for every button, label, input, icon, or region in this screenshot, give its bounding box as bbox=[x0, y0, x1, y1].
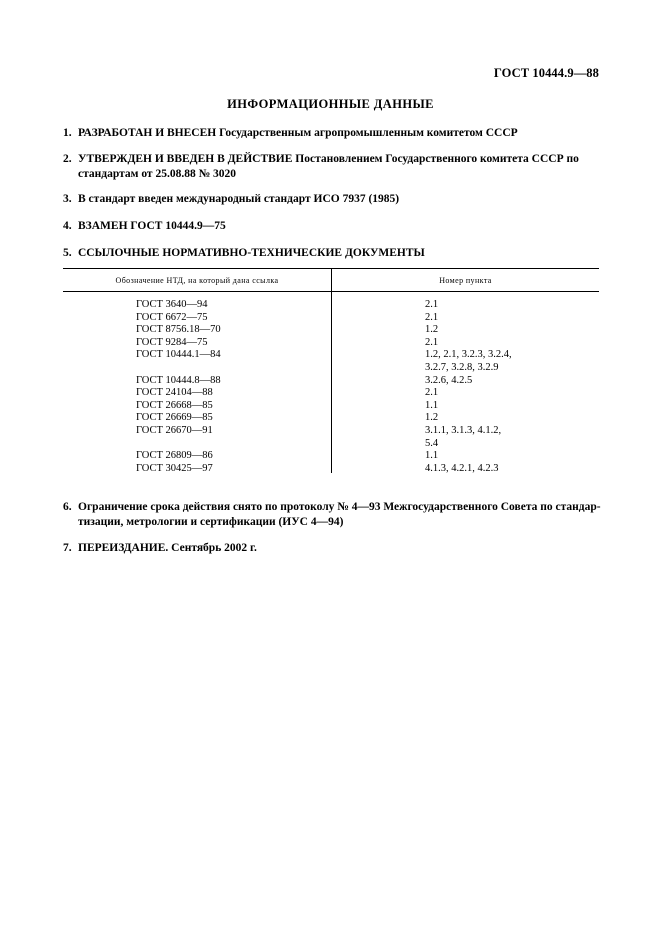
item-text: РАЗРАБОТАН И ВНЕСЕН Государственным агропромышленным комитетом СССР bbox=[78, 127, 518, 139]
table-row bbox=[0, 425, 661, 450]
info-item-1 bbox=[63, 126, 603, 141]
ref-clauses: 2.1 bbox=[425, 336, 439, 348]
ref-document: ГОСТ 10444.8—88 bbox=[136, 374, 221, 386]
info-item-2 bbox=[63, 152, 603, 182]
ref-document: ГОСТ 30425—97 bbox=[136, 462, 213, 474]
page-title: ИНФОРМАЦИОННЫЕ ДАННЫЕ bbox=[227, 97, 434, 111]
table-row bbox=[0, 324, 661, 337]
item-text-continuation: стандартам от 25.08.88 № 3020 bbox=[78, 168, 237, 180]
info-item-7 bbox=[63, 541, 603, 556]
item-text: Ограничение срока действия снято по протоколу № 4—93 Межгосударственного Совета по стандар- bbox=[78, 501, 601, 513]
ref-clauses: 1.1 bbox=[425, 450, 439, 462]
ref-clauses: 3.2.6, 4.2.5 bbox=[425, 374, 473, 386]
ref-document: ГОСТ 9284—75 bbox=[136, 336, 208, 348]
item-text-continuation: тизации, метрологии и сертификации (ИУС 4—94) bbox=[78, 516, 344, 528]
table-row bbox=[0, 337, 661, 350]
ref-document: ГОСТ 26809—86 bbox=[136, 450, 213, 462]
table-row bbox=[0, 349, 661, 374]
ref-document: ГОСТ 3640—94 bbox=[136, 299, 208, 310]
ref-clauses: 2.1 bbox=[425, 387, 439, 399]
ref-clauses: 3.1.1, 3.1.3, 4.1.2, 5.4 bbox=[425, 424, 502, 449]
ref-clauses: 1.2 bbox=[425, 324, 439, 336]
table-header-document: Обозначение НТД, на который дана ссылка bbox=[115, 276, 279, 285]
ref-clauses: 1.2, 2.1, 3.2.3, 3.2.4, 3.2.7, 3.2.8, 3.2.9 bbox=[425, 349, 512, 373]
reference-table-body bbox=[0, 299, 661, 475]
ref-document: ГОСТ 10444.1—84 bbox=[136, 349, 221, 361]
item-number: 1. bbox=[63, 127, 72, 139]
ref-document: ГОСТ 26668—85 bbox=[136, 399, 213, 411]
document-code: ГОСТ 10444.9—88 bbox=[493, 66, 599, 80]
item-number: 2. bbox=[63, 153, 72, 165]
ref-clauses: 1.2 bbox=[425, 412, 439, 424]
ref-document: ГОСТ 6672—75 bbox=[136, 311, 208, 323]
info-item-3 bbox=[63, 192, 603, 207]
ref-document: ГОСТ 26670—91 bbox=[136, 424, 213, 436]
table-header-clause: Номер пункта bbox=[439, 276, 492, 285]
ref-document: ГОСТ 24104—88 bbox=[136, 387, 213, 399]
item-number: 4. bbox=[63, 220, 72, 232]
table-row bbox=[0, 463, 661, 476]
item-number: 5. bbox=[63, 247, 72, 259]
info-item-6 bbox=[63, 500, 603, 530]
item-text: ВЗАМЕН ГОСТ 10444.9—75 bbox=[78, 220, 226, 232]
ref-clauses: 4.1.3, 4.2.1, 4.2.3 bbox=[425, 462, 499, 474]
item-number: 3. bbox=[63, 193, 72, 205]
item-number: 6. bbox=[63, 501, 72, 513]
item-text: В стандарт введен международный стандарт ИСО 7937 (1985) bbox=[78, 193, 400, 205]
ref-document: ГОСТ 26669—85 bbox=[136, 412, 213, 424]
table-row bbox=[0, 299, 661, 312]
table-row bbox=[0, 450, 661, 463]
info-item-4 bbox=[63, 219, 603, 234]
ref-clauses: 2.1 bbox=[425, 311, 439, 323]
table-row bbox=[0, 375, 661, 388]
table-row bbox=[0, 387, 661, 400]
ref-document: ГОСТ 8756.18—70 bbox=[136, 324, 221, 336]
table-row bbox=[0, 400, 661, 413]
item-text: ПЕРЕИЗДАНИЕ. Сентябрь 2002 г. bbox=[78, 542, 257, 554]
item-text: ССЫЛОЧНЫЕ НОРМАТИВНО-ТЕХНИЧЕСКИЕ ДОКУМЕНТЫ bbox=[78, 247, 425, 259]
ref-clauses: 1.1 bbox=[425, 399, 439, 411]
table-row bbox=[0, 412, 661, 425]
ref-clauses: 2.1 bbox=[425, 299, 439, 310]
item-number: 7. bbox=[63, 542, 72, 554]
table-row bbox=[0, 312, 661, 325]
info-item-5 bbox=[63, 246, 603, 261]
item-text: УТВЕРЖДЕН И ВВЕДЕН В ДЕЙСТВИЕ Постановлением Государственного комитета СССР по bbox=[78, 153, 579, 165]
